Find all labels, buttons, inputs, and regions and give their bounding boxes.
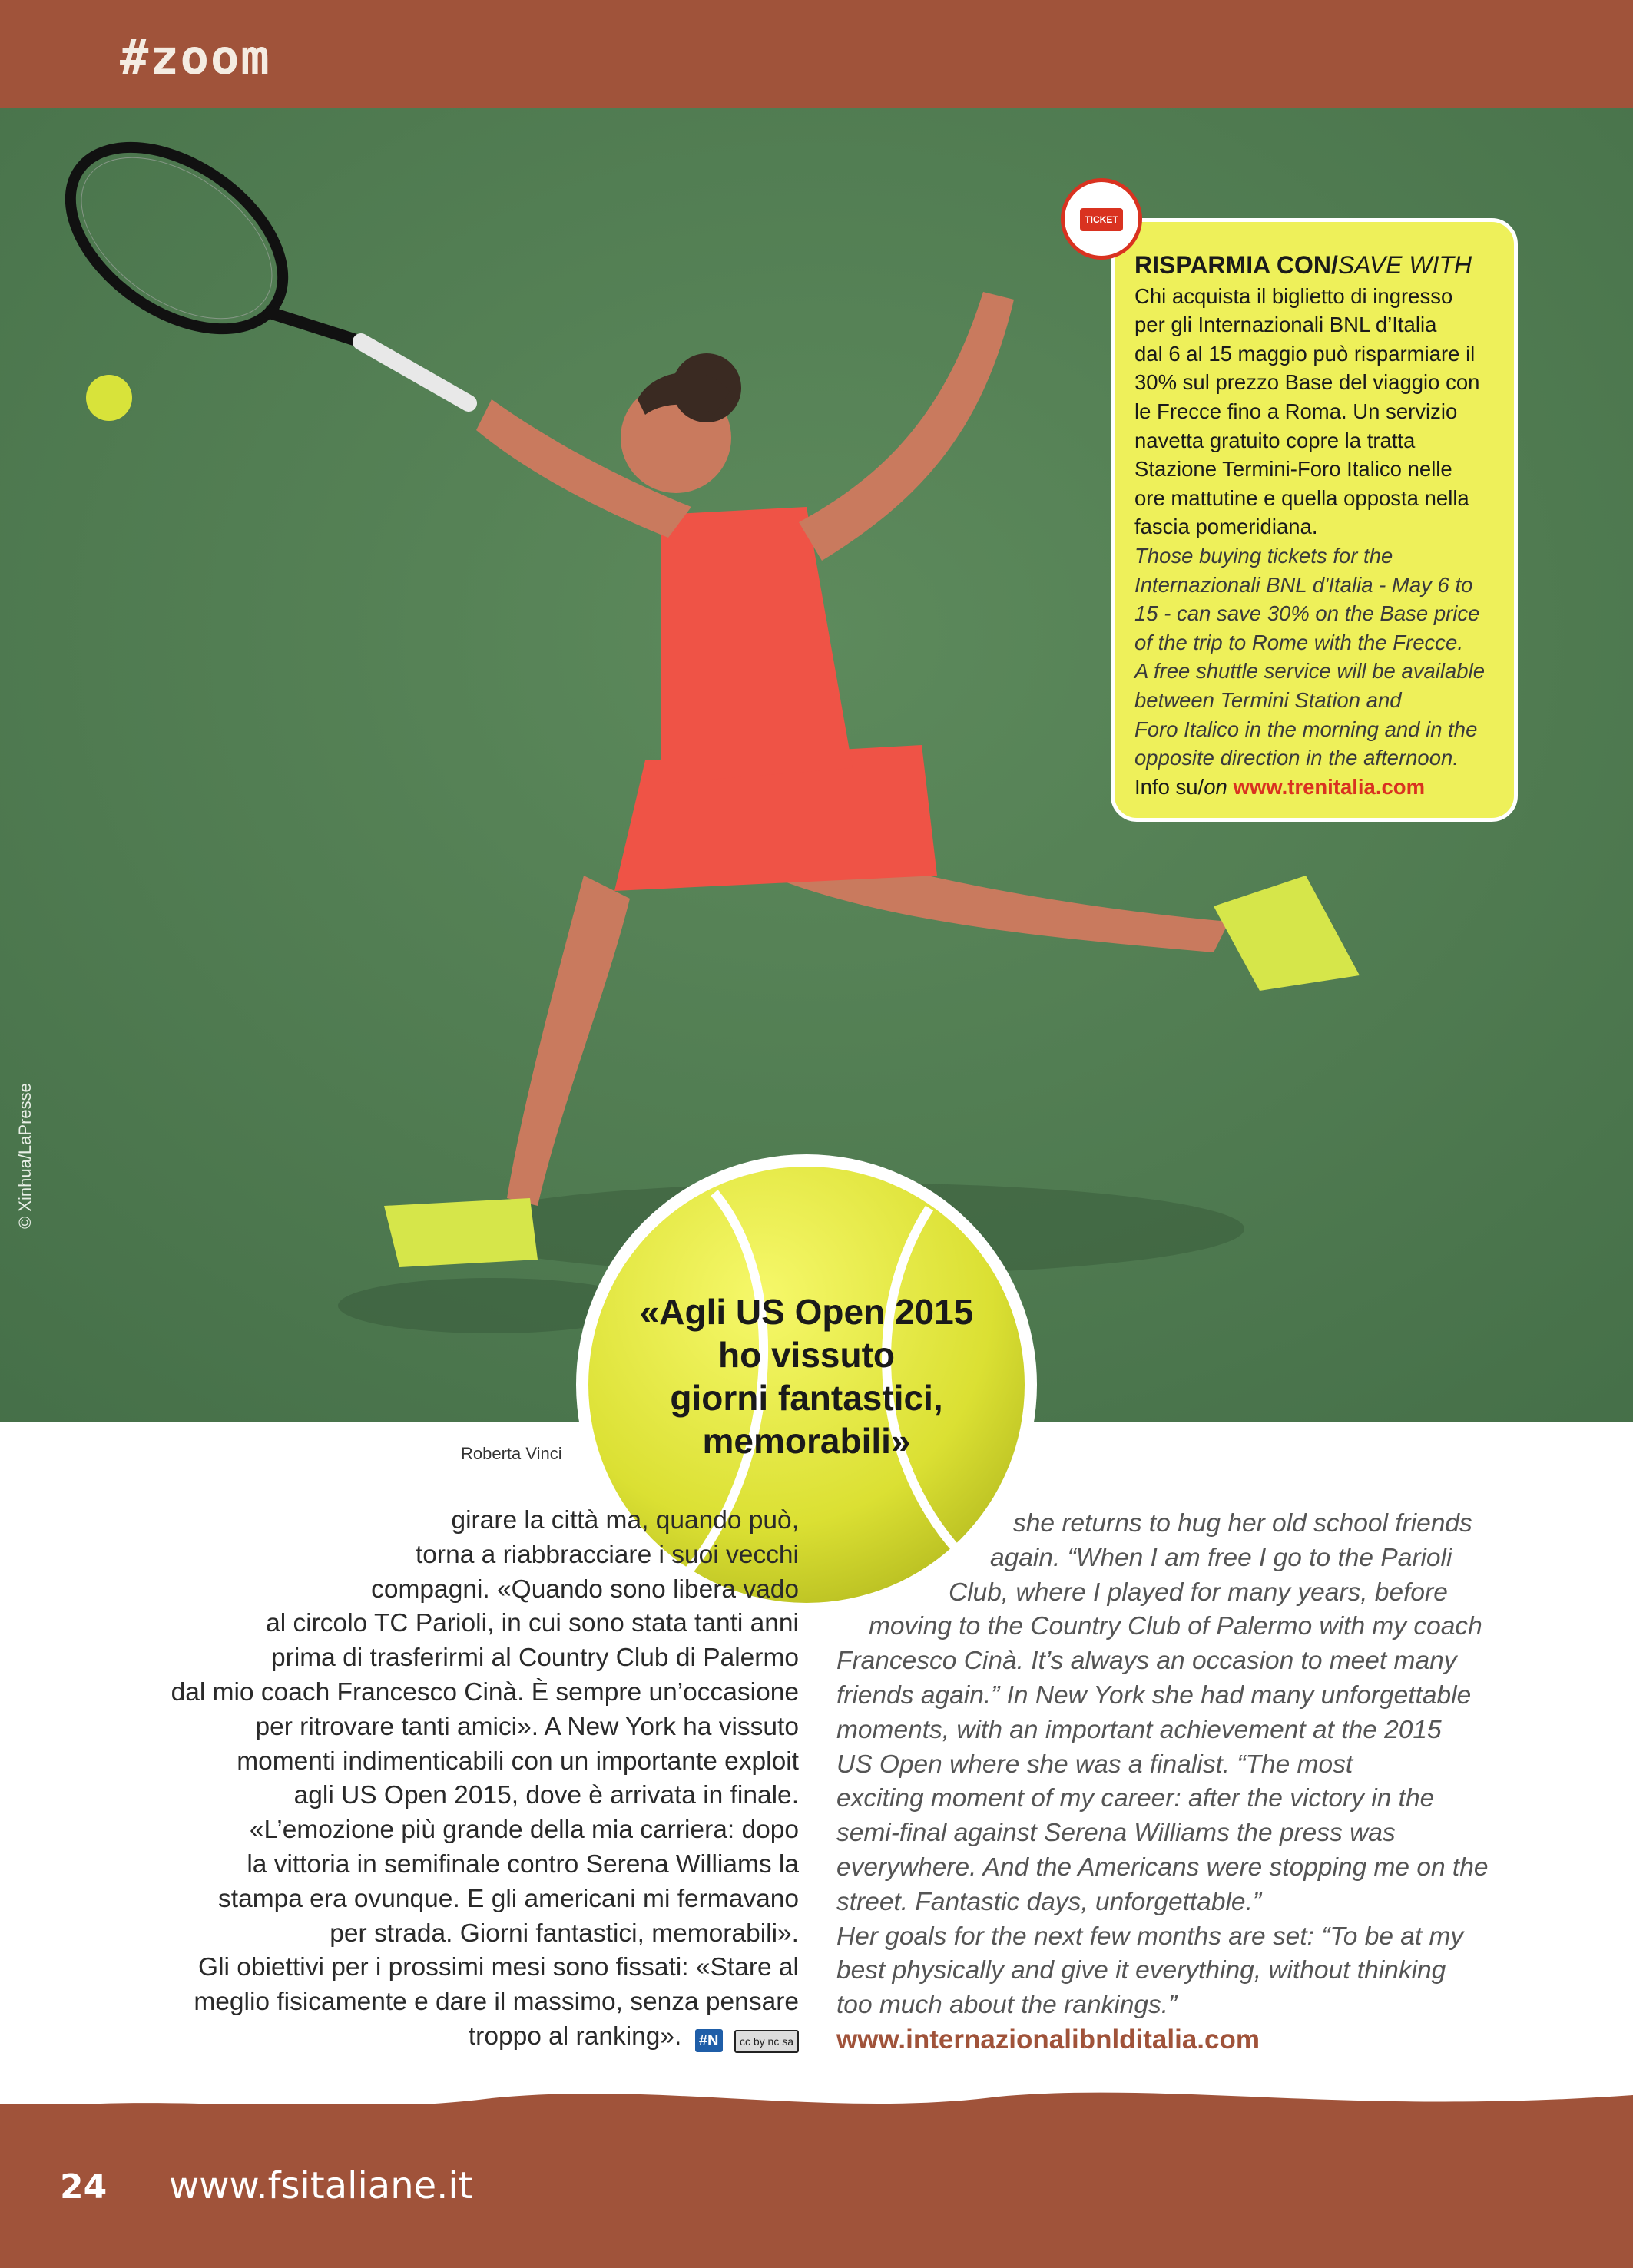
info-line: per gli Internazionali BNL d’Italia	[1134, 313, 1437, 337]
article-line: per ritrovare tanti amici». A New York ha vissuto	[255, 1712, 799, 1741]
ticket-label: TICKET	[1080, 208, 1123, 231]
article-line: street. Fantastic days, unforgettable.”	[836, 1887, 1262, 1916]
info-title-en: SAVE WITH	[1337, 251, 1472, 279]
photo-credit: © Xinhua/LaPresse	[15, 1083, 35, 1229]
article-line: moving to the Country Club of Palermo with my coach	[869, 1612, 1482, 1641]
info-text-en	[1134, 541, 1494, 773]
article-line: compagni. «Quando sono libera vado	[371, 1574, 799, 1604]
article-line: Francesco Cinà. It’s always an occasion to meet many	[836, 1647, 1457, 1676]
info-line: Stazione Termini-Foro Italico nelle	[1134, 457, 1452, 482]
info-on: on	[1204, 774, 1227, 799]
article-line: meglio fisicamente e dare il massimo, senza pensare	[194, 1988, 799, 2017]
article-line: Her goals for the next few months are set: “To be at my	[836, 1922, 1464, 1951]
info-line: Those buying tickets for the	[1134, 543, 1393, 568]
photo-caption: Roberta Vinci	[461, 1444, 562, 1463]
pull-quote	[614, 1290, 999, 1462]
article-line: dal mio coach Francesco Cinà. È sempre un’occasione	[171, 1677, 799, 1707]
article-line: she returns to hug her old school friends	[1013, 1509, 1472, 1538]
info-prefix: Info su/	[1134, 774, 1204, 799]
article-line: everywhere. And the Americans were stopping me on the	[836, 1852, 1489, 1882]
info-footer	[1134, 773, 1494, 802]
quote-line: ho vissuto	[717, 1335, 896, 1375]
info-text-it	[1134, 282, 1494, 541]
article-line: Gli obiettivi per i prossimi mesi sono fissati: «Stare al	[198, 1953, 799, 1982]
info-title-it: RISPARMIA CON/	[1134, 251, 1338, 279]
info-line: 30% sul prezzo Base del viaggio con	[1134, 370, 1480, 395]
article-line: semi-final against Serena Williams the press was	[836, 1819, 1396, 1848]
article-line: again. “When I am free I go to the Parioli	[990, 1543, 1452, 1572]
page-number: 24	[60, 2167, 108, 2207]
info-line: ore mattutine e quella opposta nella	[1134, 485, 1469, 510]
article-line: stampa era ovunque. E gli americani mi fermavano	[218, 1884, 799, 1913]
article-line: prima di trasferirmi al Country Club di Palermo	[271, 1644, 799, 1673]
article-column-it	[92, 1504, 799, 2055]
article-column-en	[836, 1507, 1528, 2023]
info-title	[1134, 251, 1494, 280]
info-line: navetta gratuito copre la tratta	[1134, 428, 1416, 452]
trenitalia-link[interactable]: www.trenitalia.com	[1233, 774, 1426, 799]
article-line: al circolo TC Parioli, in cui sono stata tanti anni	[266, 1609, 799, 1638]
article-line: US Open where she was a finalist. “The most	[836, 1750, 1353, 1779]
internazionali-link[interactable]: www.internazionalibnlditalia.com	[836, 2025, 1260, 2054]
article-line: per strada. Giorni fantastici, memorabili».	[330, 1919, 799, 1948]
info-line: between Termini Station and	[1134, 687, 1402, 712]
article-last-line	[92, 2020, 799, 2055]
article-line: best physically and give it everything, without thinking	[836, 1956, 1446, 1985]
article-line: exciting moment of my career: after the victory in the	[836, 1784, 1435, 1813]
quote-line: «Agli US Open 2015	[639, 1292, 974, 1332]
article-line: Club, where I played for many years, before	[949, 1578, 1448, 1607]
article-line: torna a riabbracciare i suoi vecchi	[415, 1540, 799, 1569]
article-line: friends again.” In New York she had many unforgettable	[836, 1680, 1472, 1710]
article-line: momenti indimenticabili con un importante exploit	[237, 1747, 799, 1776]
info-line: of the trip to Rome with the Frecce.	[1134, 630, 1463, 654]
info-line: fascia pomeridiana.	[1134, 515, 1318, 539]
info-line: dal 6 al 15 maggio può risparmiare il	[1134, 341, 1476, 366]
tennis-ball-icon	[86, 375, 132, 421]
info-line: Foro Italico in the morning and in the	[1134, 717, 1478, 741]
bottom-band-edge	[0, 2081, 1633, 2127]
license-badges	[689, 2021, 799, 2055]
section-tag: #zoom	[120, 29, 271, 85]
info-line: A free shuttle service will be available	[1134, 659, 1486, 684]
info-box	[1111, 218, 1518, 822]
notizie-badge-icon: #N	[695, 2029, 723, 2052]
quote-line: memorabili»	[702, 1421, 911, 1461]
article-line: troppo al ranking».	[468, 2021, 682, 2051]
fsitaliane-link[interactable]: www.fsitaliane.it	[169, 2164, 473, 2207]
article-line: girare la città ma, quando può,	[451, 1506, 799, 1535]
article-line: «L’emozione più grande della mia carriera: dopo	[249, 1816, 799, 1845]
creative-commons-icon: cc by nc sa	[734, 2030, 799, 2053]
article-line: moments, with an important achievement at the 2015	[836, 1715, 1442, 1744]
article-line: agli US Open 2015, dove è arrivata in finale.	[293, 1781, 799, 1810]
info-line: Chi acquista il biglietto di ingresso	[1134, 283, 1453, 308]
article-line: la vittoria in semifinale contro Serena Williams la	[247, 1849, 799, 1879]
info-line: opposite direction in the afternoon.	[1134, 746, 1459, 770]
info-line: le Frecce fino a Roma. Un servizio	[1134, 399, 1458, 423]
article-line: too much about the rankings.”	[836, 1991, 1178, 2020]
info-line: 15 - can save 30% on the Base price	[1134, 601, 1480, 626]
info-line: Internazionali BNL d'Italia - May 6 to	[1134, 572, 1473, 597]
quote-line: giorni fantastici,	[670, 1378, 943, 1418]
ticket-icon	[1061, 178, 1142, 260]
